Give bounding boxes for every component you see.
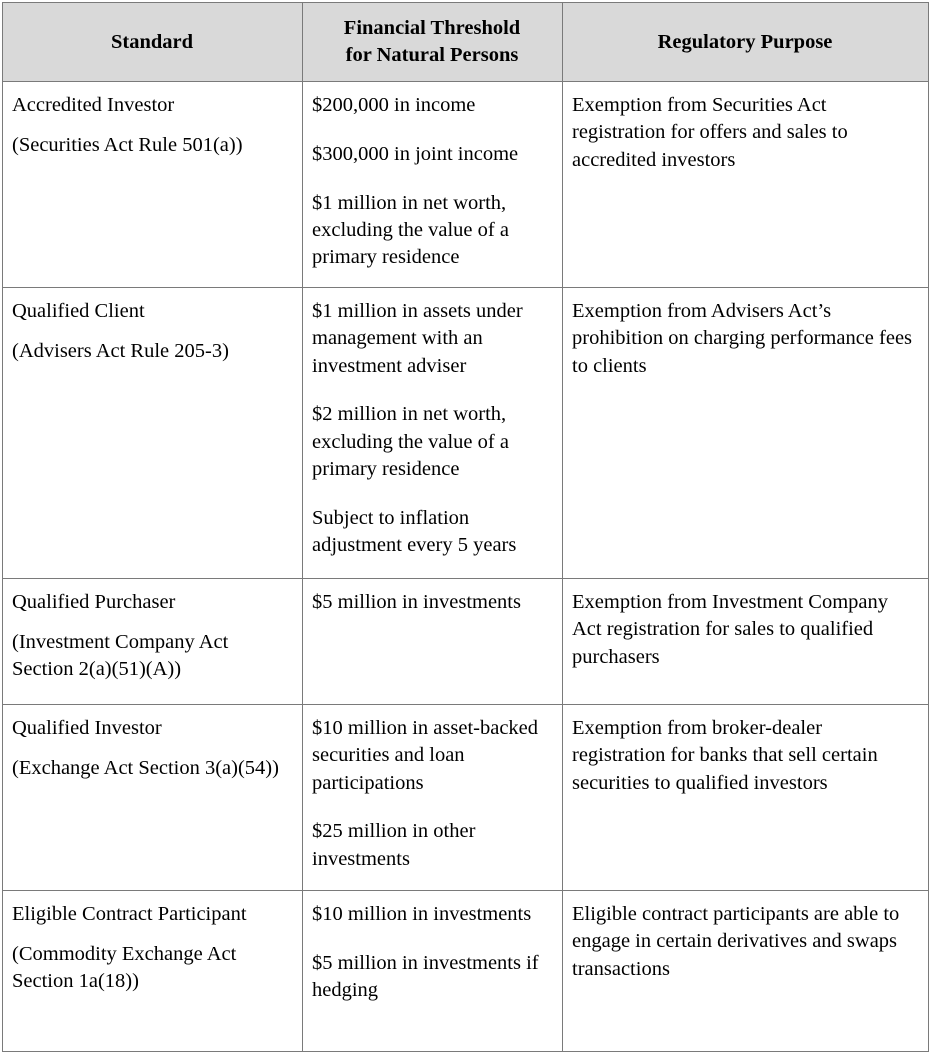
column-header-standard-line-1: Standard	[110, 30, 194, 53]
header-row	[3, 3, 929, 82]
standard-name: Qualified Client	[12, 300, 145, 323]
column-header-threshold	[303, 3, 563, 82]
cell-standard	[3, 891, 303, 1052]
standard-name: Qualified Purchaser	[12, 591, 176, 614]
purpose-item: Eligible contract participants are able to engage in certain derivatives and swaps transactions	[572, 903, 900, 980]
purpose-item: Exemption from broker-dealer registration for banks that sell certain securities to qualified investors	[572, 717, 878, 794]
column-header-standard	[3, 3, 303, 82]
table-body	[3, 82, 929, 1052]
cell-threshold	[303, 82, 563, 288]
standard-citation: (Securities Act Rule 501(a))	[12, 134, 243, 157]
table-row	[3, 891, 929, 1052]
standard-name: Qualified Investor	[12, 717, 162, 740]
cell-standard	[3, 288, 303, 579]
cell-purpose	[563, 579, 929, 705]
standard-citation: (Commodity Exchange Act Section 1a(18))	[12, 943, 237, 993]
table-row	[3, 579, 929, 705]
threshold-item: $10 million in investments	[312, 903, 532, 926]
investor-standards-table	[2, 2, 929, 1052]
table-row	[3, 288, 929, 579]
threshold-item: $2 million in net worth, excluding the value of a primary residence	[312, 403, 509, 480]
column-header-threshold-line-1: Financial Threshold	[343, 17, 521, 39]
cell-threshold	[303, 705, 563, 891]
cell-purpose	[563, 82, 929, 288]
standard-citation: (Investment Company Act Section 2(a)(51)(A))	[12, 631, 229, 681]
table-row	[3, 82, 929, 288]
threshold-item: $200,000 in income	[312, 94, 476, 117]
threshold-item: Subject to inflation adjustment every 5 years	[312, 506, 517, 556]
threshold-item: $1 million in net worth, excluding the value of a primary residence	[312, 191, 509, 269]
standard-citation: (Exchange Act Section 3(a)(54))	[12, 757, 279, 780]
threshold-item: $25 million in other investments	[312, 820, 476, 870]
table-header	[3, 3, 929, 82]
threshold-item: $1 million in assets under management with an investment adviser	[312, 300, 523, 377]
column-header-purpose	[563, 3, 929, 82]
cell-purpose	[563, 288, 929, 579]
purpose-item: Exemption from Investment Company Act registration for sales to qualified purchasers	[572, 591, 888, 668]
table-row	[3, 705, 929, 891]
threshold-item: $5 million in investments if hedging	[312, 951, 539, 1002]
standard-citation: (Advisers Act Rule 205-3)	[12, 340, 229, 363]
threshold-item: $300,000 in joint income	[312, 142, 519, 165]
cell-standard	[3, 705, 303, 891]
purpose-item: Exemption from Advisers Act’s prohibition on charging performance fees to clients	[572, 300, 913, 377]
cell-threshold	[303, 579, 563, 705]
threshold-item: $10 million in asset-backed securities and loan participations	[312, 717, 539, 794]
standard-name: Accredited Investor	[12, 94, 175, 117]
threshold-item: $5 million in investments	[312, 591, 521, 614]
purpose-item: Exemption from Securities Act registration for offers and sales to accredited investors	[572, 94, 848, 171]
cell-standard	[3, 82, 303, 288]
cell-purpose	[563, 705, 929, 891]
cell-threshold	[303, 288, 563, 579]
cell-standard	[3, 579, 303, 705]
cell-threshold	[303, 891, 563, 1052]
column-header-purpose-line-1: Regulatory Purpose	[657, 30, 833, 53]
column-header-threshold-line-2: for Natural Persons	[345, 44, 519, 67]
standard-name: Eligible Contract Participant	[12, 903, 247, 926]
cell-purpose	[563, 891, 929, 1052]
